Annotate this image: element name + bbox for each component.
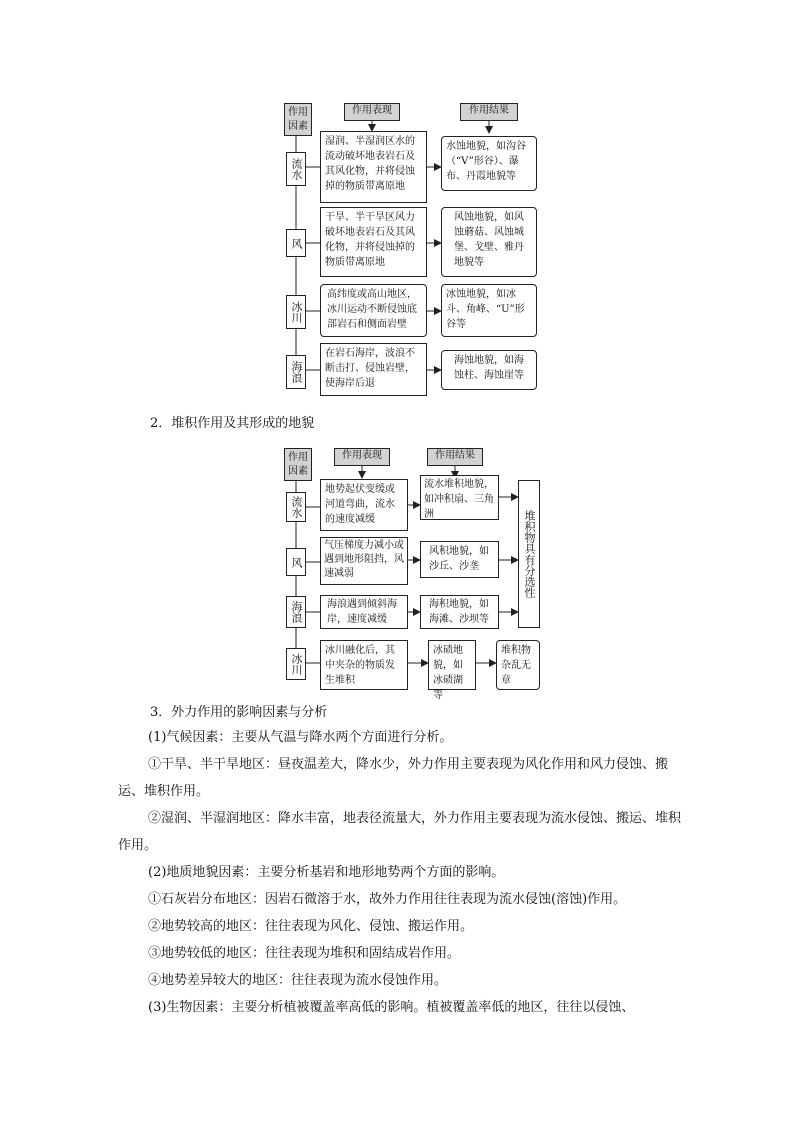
paragraph: (2)地质地貌因素：主要分析基岩和地形地势两个方面的影响。	[148, 865, 505, 880]
action-waves-2: 海浪遇到倾斜海岸，速度减缓	[320, 595, 408, 629]
section-3-title: 3．外力作用的影响因素与分析	[150, 705, 328, 720]
factor-running-water-2	[286, 492, 306, 522]
paragraph: ②湿润、半湿润地区：降水丰富，地表径流量大，外力作用主要表现为流水侵蚀、搬运、堆积作用。	[118, 811, 682, 853]
result-wind: 风蚀地貌，如风蚀蘑菇、风蚀城堡、戈壁、雅丹地貌等	[441, 207, 537, 277]
result-waves: 海蚀地貌，如海蚀柱、海蚀崖等	[441, 350, 537, 390]
factor-label: 风	[290, 237, 303, 249]
header-result: 作用结果	[460, 103, 518, 121]
action-waves: 在岩石海岸，波浪不断击打、侵蚀岩壁，使海岸后退	[320, 343, 427, 396]
sorting-note	[518, 480, 540, 628]
factor-waves-2	[286, 596, 306, 628]
action-glacier: 高纬度或高山地区，冰川运动不断侵蚀底部岩石和侧面岩壁	[320, 284, 427, 337]
paragraph: (1)气候因素：主要从气温与降水两个方面进行分析。	[148, 730, 453, 745]
factor-label: 流水	[290, 496, 303, 518]
action-wind: 干旱、半干旱区风力破坏地表岩石及其风化物，并将侵蚀掉的物质带离原地	[320, 207, 427, 277]
factor-label: 海浪	[290, 601, 303, 623]
factor-glacier-2	[286, 648, 306, 680]
action-running-water-2: 地势起伏变缓或河道弯曲，流水的速度减缓	[320, 479, 408, 531]
action-running-water: 湿润、半湿润区水的流动破坏地表岩石及其风化物，并将侵蚀掉的物质带离原地	[320, 131, 427, 203]
paragraph: (3)生物因素：主要分析植被覆盖率高低的影响。植被覆盖率低的地区，往往以侵蚀、	[148, 1000, 635, 1015]
section-3-body	[118, 724, 684, 1021]
header-factor-2: 作用因素	[284, 448, 312, 481]
factor-wind-2	[286, 548, 306, 576]
result-running-water-2: 流水堆积地貌，如冲积扇、三角洲	[420, 475, 499, 520]
header-result-2: 作用结果	[427, 448, 483, 466]
action-wind-2: 气压梯度力减小或遇到地形阻挡，风速减弱	[320, 537, 408, 585]
glacier-note: 堆积物杂乱无章	[496, 640, 540, 690]
factor-label: 冰川	[290, 653, 303, 675]
factor-label: 冰川	[290, 301, 303, 323]
paragraph: ①石灰岩分布地区：因岩石微溶于水，故外力作用往往表现为流水侵蚀(溶蚀)作用。	[148, 892, 627, 907]
result-running-water: 水蚀地貌，如沟谷（“V”形谷）、瀑布、丹霞地貌等	[441, 136, 537, 191]
factor-label: 风	[290, 556, 303, 568]
result-wind-2: 风积地貌，如沙丘、沙垄	[420, 541, 499, 578]
result-waves-2: 海积地貌，如海滩、沙坝等	[420, 595, 499, 629]
factor-label: 海浪	[290, 361, 303, 383]
action-glacier-2: 冰川融化后，其中夹杂的物质发生堆积	[320, 640, 408, 690]
header-factor: 作用因素	[284, 103, 312, 136]
section-2-title: 2．堆积作用及其形成的地貌	[150, 416, 315, 431]
result-glacier: 冰蚀地貌，如冰斗、角峰、“U”形谷等	[441, 284, 537, 337]
header-action-2: 作用表现	[334, 448, 390, 466]
header-action: 作用表现	[344, 103, 400, 121]
paragraph: ②地势较高的地区：往往表现为风化、侵蚀、搬运作用。	[148, 919, 474, 934]
paragraph: ③地势较低的地区：往往表现为堆积和固结成岩作用。	[148, 946, 461, 961]
factor-label: 流水	[290, 158, 303, 180]
paragraph: ①干旱、半干旱地区：昼夜温差大，降水少，外力作用主要表现为风化作用和风力侵蚀、搬运、堆积作用。	[118, 757, 669, 799]
paragraph: ④地势差异较大的地区：往往表现为流水侵蚀作用。	[148, 973, 448, 988]
result-glacier-2: 冰碛地貌，如冰碛湖等	[428, 640, 476, 690]
sorting-note-text: 堆积物具有分选性	[523, 510, 536, 598]
